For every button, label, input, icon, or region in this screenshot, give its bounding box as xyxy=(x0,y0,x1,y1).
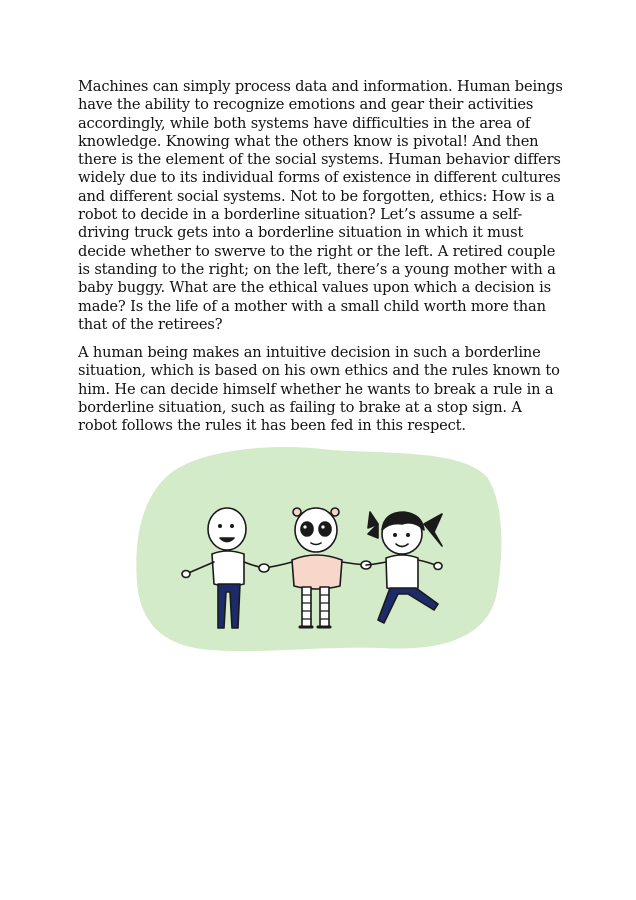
children-holding-hands-illustration xyxy=(132,442,504,656)
body-paragraph: Machines can simply process data and information. Human beings have the ability to recognize emotions and gear their activities accordingly, while both systems have difficulties in the area of knowledge. Knowing what the others know is pivotal! And then there is the element of the social systems. Human behavior differs widely due to its individual forms of existence in different cultures and different social systems. Not to be forgotten, ethics: How is a robot to decide in a borderline situation? Let’s assume a self-driving truck gets into a borderline situation in which it must decide whether to swerve to the right or the left. A retired couple is standing to the right; on the left, there’s a young mother with a baby buggy. What are the ethical values upon which a decision is made? Is the life of a mother with a small child worth more than that of the retirees? xyxy=(78,78,563,333)
body-paragraph: A human being makes an intuitive decision in such a borderline situation, which is based on his own ethics and the rules known to him. He can decide himself whether he wants to break a rule in a borderline situation, such as failing to brake at a stop sign. A robot follows the rules it has been fed in this respect. xyxy=(78,344,560,435)
